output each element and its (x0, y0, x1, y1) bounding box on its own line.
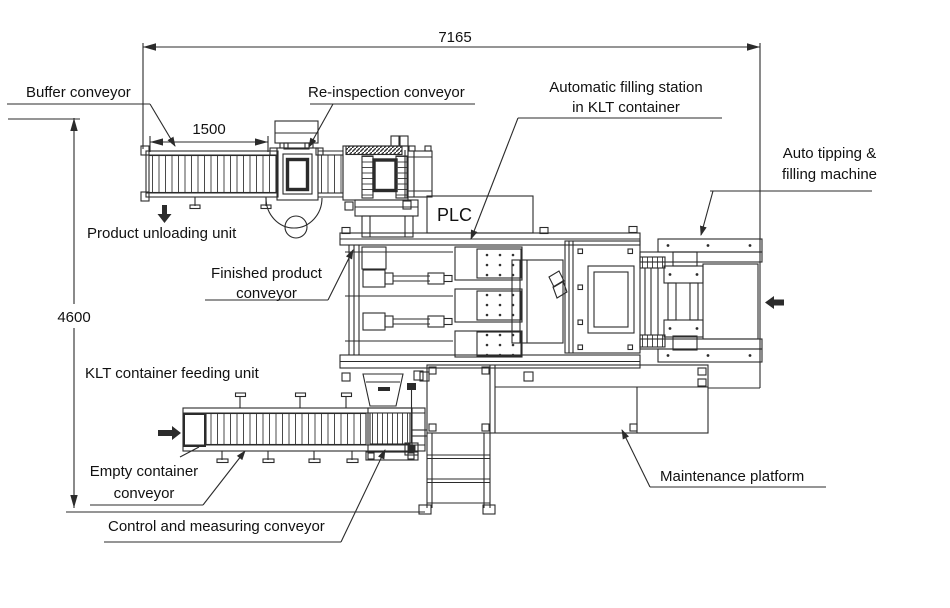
flow-arrow-right-icon (158, 426, 181, 440)
flow-arrow-down-icon (158, 205, 172, 223)
label-empty-container-conveyor-line1: Empty container (89, 463, 199, 480)
label-auto-tipping-machine (772, 143, 887, 185)
label-automatic-filling-station (536, 78, 716, 118)
lower-conveyor-drawing (180, 393, 425, 463)
label-finished-product-conveyor (203, 264, 330, 303)
label-finished-product-conveyor-line1: Finished product (211, 265, 322, 282)
label-automatic-filling-station-line1: Automatic filling station (549, 79, 703, 96)
label-buffer-conveyor: Buffer conveyor (26, 84, 131, 101)
mid-roller-section-drawing (318, 151, 343, 197)
label-klt-container-feeding-unit: KLT container feeding unit (85, 365, 259, 382)
label-empty-container-conveyor-line2: conveyor (113, 484, 175, 502)
label-plc: PLC (437, 205, 473, 225)
dimension-value-buffer-length: 1500 (192, 121, 226, 138)
label-empty-container-conveyor (84, 461, 204, 504)
finished-product-conveyor-drawing (345, 200, 418, 237)
tipping-machine-drawing (640, 239, 762, 362)
label-product-unloading-unit: Product unloading unit (87, 225, 237, 242)
dimension-value-overall-width: 7165 (438, 29, 472, 46)
buffer-conveyor-drawing (141, 146, 278, 209)
dimension-value-overall-depth: 4600 (51, 308, 97, 328)
inspection-station2-drawing (343, 136, 432, 200)
label-control-measuring-conveyor: Control and measuring conveyor (108, 518, 325, 535)
flow-arrow-left-icon (765, 296, 784, 309)
label-re-inspection-conveyor: Re-inspection conveyor (308, 84, 465, 101)
label-automatic-filling-station-line2: in KLT container (572, 99, 680, 116)
label-maintenance-platform: Maintenance platform (660, 468, 805, 485)
filling-station-drawing (340, 227, 640, 369)
label-auto-tipping-machine-line1: Auto tipping & (782, 145, 877, 162)
maintenance-platform-drawing (412, 365, 760, 514)
label-finished-product-conveyor-line2: conveyor (236, 284, 297, 302)
label-auto-tipping-machine-line2: filling machine (781, 166, 878, 183)
